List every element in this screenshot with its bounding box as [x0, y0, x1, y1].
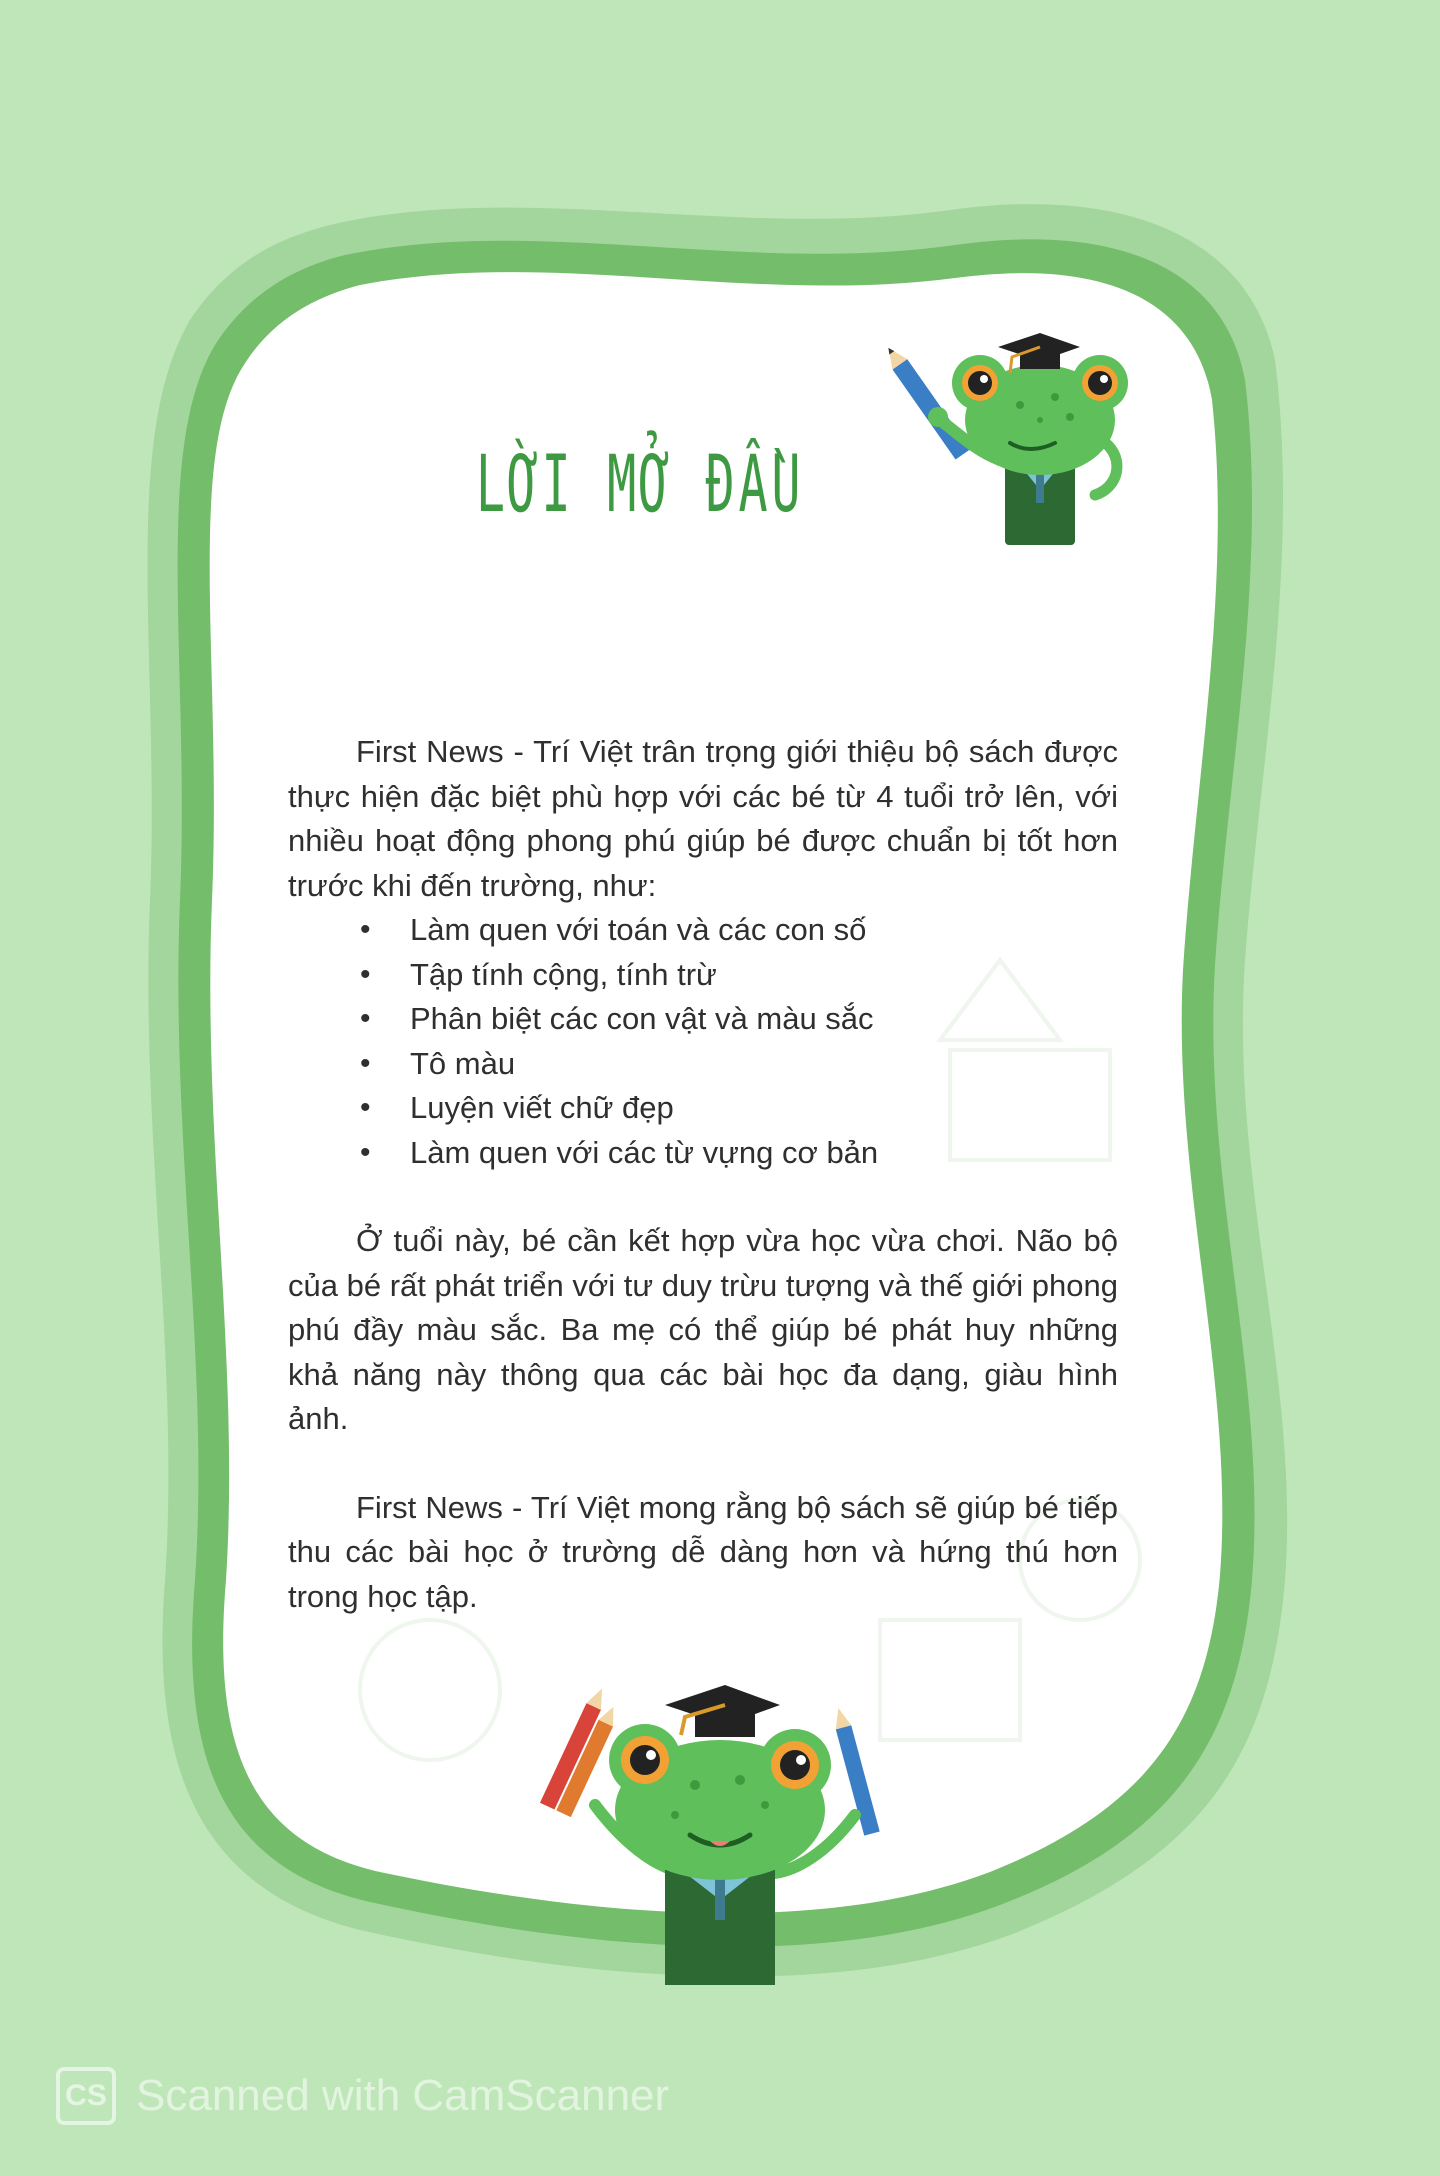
camscanner-watermark: [56, 2068, 669, 2124]
list-item: [288, 1042, 1118, 1087]
second-paragraph: Ở tuổi này, bé cần kết hợp vừa học vừa chơi. Não bộ của bé rất phát triển với tư duy trừu tượng và thế giới phong phú đầy màu sắc. Ba mẹ có thể giúp bé phát huy những khả năng này thông qua các bài học đa dạng, giàu hình ảnh.: [288, 1223, 1118, 1436]
bullet-icon: •: [360, 957, 371, 991]
intro-paragraph: First News - Trí Việt trân trọng giới thiệu bộ sách được thực hiện đặc biệt phù hợp với các bé từ 4 tuổi trở lên, với nhiều hoạt động phong phú giúp bé được chuẩn bị tốt hơn trước khi đến trường, như:: [288, 734, 1118, 903]
activity-list: [288, 908, 1118, 1175]
list-item-label: Phân biệt các con vật và màu sắc: [410, 1001, 874, 1036]
list-item: [288, 1086, 1118, 1131]
preface-body: [288, 730, 1118, 1619]
bullet-icon: •: [360, 1135, 371, 1169]
list-item: [288, 908, 1118, 953]
list-item-label: Làm quen với toán và các con số: [410, 912, 867, 947]
page-title: LỜI MỞ ĐẦU: [475, 440, 805, 530]
camscanner-logo-icon: CS: [56, 2067, 116, 2125]
bullet-icon: •: [360, 1046, 371, 1080]
watermark-text: Scanned with CamScanner: [136, 2071, 670, 2120]
frog-pointing-illustration: [880, 325, 1140, 555]
list-item-label: Tô màu: [410, 1045, 516, 1081]
bullet-icon: •: [360, 1002, 371, 1035]
list-item: [288, 1131, 1118, 1176]
list-item-label: Tập tính cộng, tính trừ: [410, 956, 717, 992]
frog-with-pencils-illustration: [525, 1665, 905, 1985]
bullet-icon: •: [360, 913, 371, 946]
list-item-label: Làm quen với các từ vựng cơ bản: [410, 1134, 879, 1170]
closing-paragraph: First News - Trí Việt mong rằng bộ sách sẽ giúp bé tiếp thu các bài học ở trường dễ dàng hơn và hứng thú hơn trong học tập.: [288, 1489, 1118, 1614]
list-item-label: Luyện viết chữ đẹp: [410, 1090, 674, 1125]
list-item: [288, 997, 1118, 1042]
list-item: [288, 953, 1118, 998]
bullet-icon: •: [360, 1091, 371, 1124]
